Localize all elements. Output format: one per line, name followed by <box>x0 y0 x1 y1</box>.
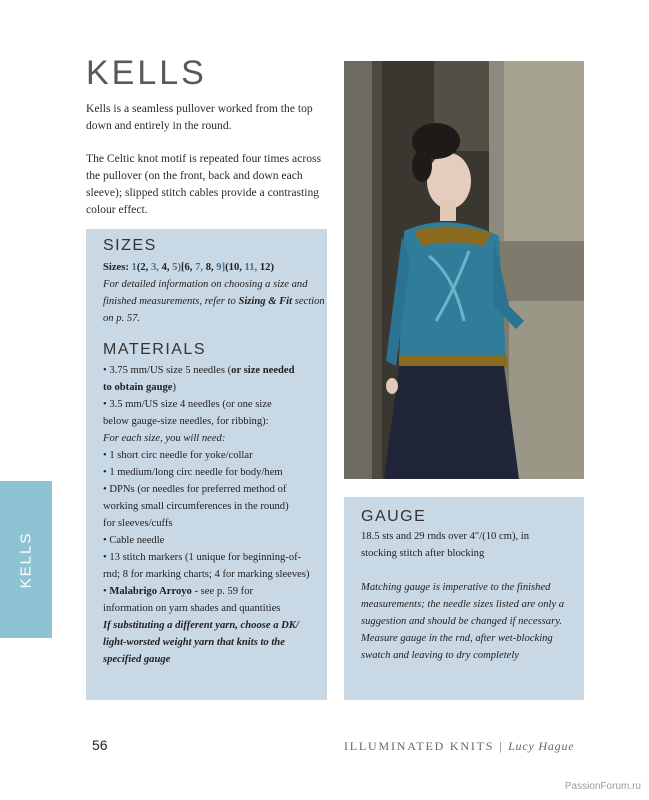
intro-line: colour effect. <box>86 203 148 216</box>
materials-line: specified gauge <box>103 654 171 665</box>
sizes-label: Sizes: <box>103 262 129 273</box>
size-value: 11, <box>244 262 260 273</box>
running-footer <box>344 739 574 754</box>
size-value: [6, <box>180 262 196 273</box>
sizes-note <box>103 276 325 327</box>
size-value: 7, <box>195 262 206 273</box>
section-side-tab <box>0 481 52 638</box>
gauge-note-line: swatch and leaving to dry completely <box>361 650 519 661</box>
model-photo <box>344 61 584 479</box>
gauge-line: 18.5 sts and 29 rnds over 4″/(10 cm), in <box>361 531 530 542</box>
materials-line: light-worsted weight yarn that knits to the <box>103 637 285 648</box>
size-value: 9] <box>216 262 226 273</box>
sizes-values <box>132 262 274 273</box>
book-title: ILLUMINATED KNITS <box>344 739 495 753</box>
intro-paragraph-1 <box>86 100 326 134</box>
size-value: 1 <box>131 262 137 273</box>
size-value: 12) <box>259 262 274 273</box>
materials-line: • DPNs (or needles for preferred method of <box>103 484 287 495</box>
materials-line: • 1 short circ needle for yoke/collar <box>103 450 253 461</box>
materials-line: • Cable needle <box>103 535 165 546</box>
intro-paragraph-2 <box>86 150 326 218</box>
materials-line: • 1 medium/long circ needle for body/hem <box>103 467 283 478</box>
gauge-panel <box>344 497 584 700</box>
gauge-note-line: suggestion and should be changed if necessary. <box>361 616 562 627</box>
gauge-note-line: measurements; the needle sizes listed are only a <box>361 599 565 610</box>
materials-line: information on yarn shades and quantities <box>103 603 281 614</box>
intro-line: The Celtic knot motif is repeated four times across <box>86 152 322 165</box>
materials-line: If substituting a different yarn, choose a DK/ <box>103 620 299 631</box>
gauge-note-line: Matching gauge is imperative to the finished <box>361 582 551 593</box>
materials-list <box>103 362 327 668</box>
sizes-note-line: on p. 57. <box>103 313 141 324</box>
sizes-materials-panel <box>86 229 327 700</box>
footer-separator: | <box>499 739 504 753</box>
gauge-note <box>361 579 583 664</box>
gauge-spec <box>361 528 583 562</box>
watermark: PassionForum.ru <box>564 781 641 792</box>
sizes-note-line: finished measurements, refer to Sizing & Fit section <box>103 296 325 307</box>
photo-illustration <box>344 61 584 479</box>
materials-line: • Malabrigo Arroyo - see p. 59 for <box>103 586 254 597</box>
gauge-heading: GAUGE <box>361 508 427 525</box>
side-tab-label: KELLS <box>17 531 35 588</box>
materials-heading: MATERIALS <box>103 341 206 358</box>
intro-line: Kells is a seamless pullover worked from the top <box>86 102 313 115</box>
materials-line: rnd; 8 for marking charts; 4 for marking sleeves) <box>103 569 310 580</box>
materials-line: to obtain gauge) <box>103 382 176 393</box>
sizes-heading: SIZES <box>103 237 157 254</box>
intro-line: the pullover (on the front, back and down each <box>86 169 303 182</box>
intro-line: sleeve); slipped stitch cables provide a contrasting <box>86 186 320 199</box>
materials-line: • 3.75 mm/US size 5 needles (or size needed <box>103 365 295 376</box>
intro-line: down and entirely in the round. <box>86 119 232 132</box>
size-value: 5) <box>172 262 181 273</box>
size-value: (10, <box>225 262 245 273</box>
sizes-note-line: For detailed information on choosing a size and <box>103 279 308 290</box>
skirt <box>384 366 519 479</box>
materials-line: • 3.5 mm/US size 4 needles (or one size <box>103 399 272 410</box>
size-value: 3, <box>150 262 162 273</box>
size-value: 4, <box>161 262 173 273</box>
face <box>427 153 471 209</box>
size-value: 8, <box>205 262 217 273</box>
materials-line: for sleeves/cuffs <box>103 518 173 529</box>
size-value: (2, <box>136 262 151 273</box>
materials-line: • 13 stitch markers (1 unique for beginning-of- <box>103 552 302 563</box>
materials-line: working small circumferences in the round) <box>103 501 289 512</box>
materials-line: below gauge-size needles, for ribbing): <box>103 416 269 427</box>
author-name: Lucy Hague <box>508 739 575 753</box>
materials-line: For each size, you will need: <box>103 433 226 444</box>
page-title: KELLS <box>86 54 207 92</box>
gauge-note-line: Measure gauge in the rnd, after wet-blocking <box>361 633 553 644</box>
page-number: 56 <box>92 737 108 753</box>
sizes-line <box>103 259 274 276</box>
gauge-line: stocking stitch after blocking <box>361 548 485 559</box>
